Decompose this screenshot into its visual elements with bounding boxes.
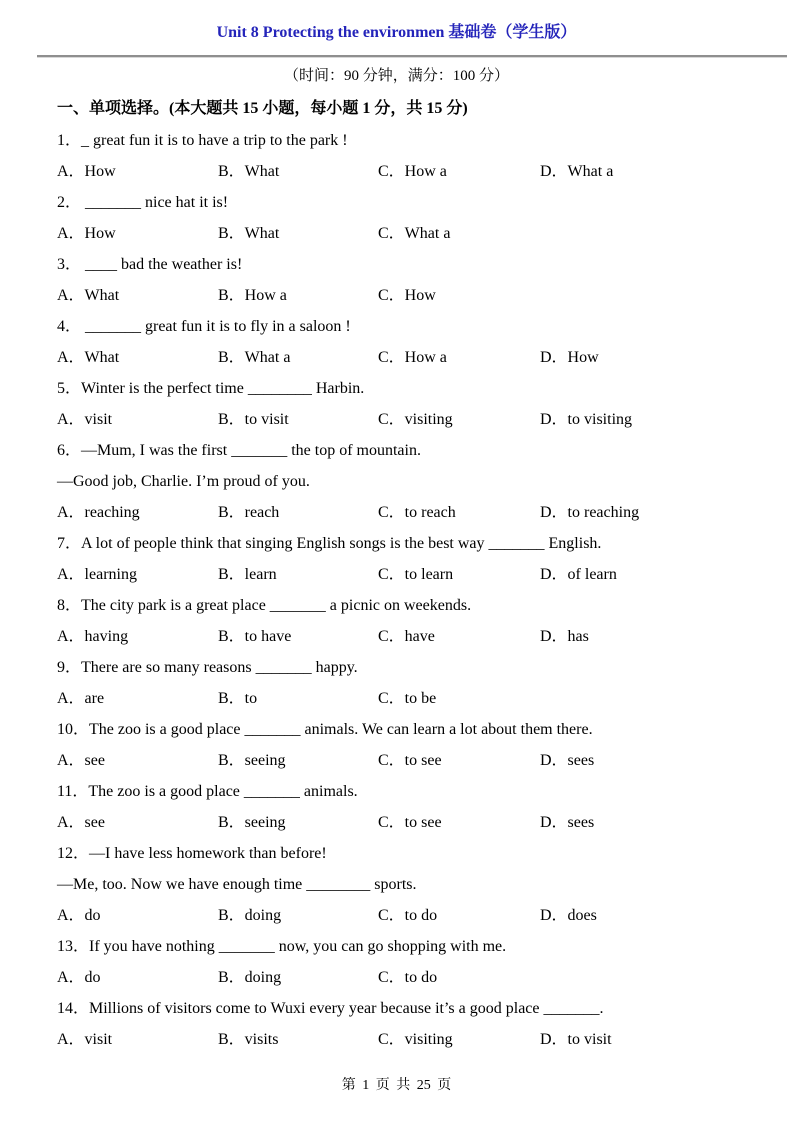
- option: B．seeing: [218, 752, 286, 769]
- option: D．to visiting: [540, 411, 633, 428]
- option: D．to reaching: [540, 504, 640, 521]
- option: C．visiting: [378, 1031, 453, 1048]
- options-row: [57, 559, 773, 590]
- option: B．seeing: [218, 814, 286, 831]
- question-stem: 8．The city park is a great place _______ a picnic on weekends.: [57, 597, 472, 614]
- question-block: [57, 187, 773, 249]
- option: A．How: [57, 225, 116, 242]
- option: A．visit: [57, 1031, 113, 1048]
- option: A．What: [57, 349, 120, 366]
- option: B．to have: [218, 628, 292, 645]
- question-stem: 10．The zoo is a good place _______ animals. We can learn a lot about them there.: [57, 721, 593, 738]
- option: D．has: [540, 628, 589, 645]
- question-stem: —Me, too. Now we have enough time ________ sports.: [57, 876, 417, 893]
- option: A．see: [57, 752, 105, 769]
- options-row: [57, 156, 773, 187]
- header-divider: [37, 55, 787, 58]
- question-stem: 2． _______ nice hat it is!: [57, 194, 229, 211]
- questions: [57, 125, 773, 1055]
- question-block: [57, 249, 773, 311]
- option: D．to visit: [540, 1031, 612, 1048]
- options-row: [57, 621, 773, 652]
- option: B．to visit: [218, 411, 289, 428]
- question-block: [57, 125, 773, 187]
- option: B．to: [218, 690, 258, 707]
- option: B．What: [218, 225, 280, 242]
- option: A．are: [57, 690, 105, 707]
- options-row: [57, 807, 773, 838]
- options-row: [57, 280, 773, 311]
- question-block: [57, 435, 773, 528]
- option: A．see: [57, 814, 105, 831]
- options-row: [57, 900, 773, 931]
- option: C．to be: [378, 690, 437, 707]
- option: B．doing: [218, 969, 282, 986]
- option: B．How a: [218, 287, 287, 304]
- options-row: [57, 1024, 773, 1055]
- question-block: [57, 776, 773, 838]
- option: A．do: [57, 969, 101, 986]
- option: D．How: [540, 349, 599, 366]
- question-stem: 5．Winter is the perfect time ________ Harbin.: [57, 380, 365, 397]
- option: D．What a: [540, 163, 614, 180]
- option: A．How: [57, 163, 116, 180]
- option: C．to learn: [378, 566, 454, 583]
- option: B．reach: [218, 504, 280, 521]
- option: C．to do: [378, 907, 438, 924]
- question-stem: 3． ____ bad the weather is!: [57, 256, 243, 273]
- question-stem: 4． _______ great fun it is to fly in a saloon !: [57, 318, 351, 335]
- question-stem: 14．Millions of visitors come to Wuxi every year because it’s a good place _______.: [57, 1000, 604, 1017]
- option: C．to do: [378, 969, 438, 986]
- time-score-line: （时间：90 分钟，满分：100 分）: [283, 68, 509, 84]
- option: C．have: [378, 628, 435, 645]
- options-row: [57, 683, 773, 714]
- option: C．to see: [378, 814, 442, 831]
- option: C．How a: [378, 163, 447, 180]
- options-row: [57, 745, 773, 776]
- question-block: [57, 590, 773, 652]
- question-block: [57, 714, 773, 776]
- options-row: [57, 962, 773, 993]
- options-row: [57, 342, 773, 373]
- option: A．do: [57, 907, 101, 924]
- option: A．learning: [57, 566, 137, 583]
- options-row: [57, 218, 773, 249]
- question-block: [57, 373, 773, 435]
- options-row: [57, 497, 773, 528]
- question-stem: 6．—Mum, I was the first _______ the top of mountain.: [57, 442, 421, 459]
- option: C．visiting: [378, 411, 453, 428]
- question-block: [57, 931, 773, 993]
- question-stem: 9．There are so many reasons _______ happy.: [57, 659, 358, 676]
- question-stem: 7．A lot of people think that singing English songs is the best way _______ English.: [57, 535, 602, 552]
- option: A．visit: [57, 411, 113, 428]
- exam-title: Unit 8 Protecting the environmen 基础卷（学生版）: [216, 24, 577, 41]
- page-footer: 第 1 页 共 25 页: [341, 1078, 452, 1093]
- question-stem: 12．—I have less homework than before!: [57, 845, 327, 862]
- option: B．visits: [218, 1031, 279, 1048]
- question-block: [57, 652, 773, 714]
- option: C．How: [378, 287, 436, 304]
- option: B．learn: [218, 566, 277, 583]
- question-stem: 1．_ great fun it is to have a trip to the park !: [57, 132, 348, 149]
- option: D．sees: [540, 752, 595, 769]
- option: D．of learn: [540, 566, 617, 583]
- option: B．What: [218, 163, 280, 180]
- option: B．doing: [218, 907, 282, 924]
- option: A．What: [57, 287, 120, 304]
- question-stem: 11．The zoo is a good place _______ animals.: [57, 783, 358, 800]
- question-stem: —Good job, Charlie. I’m proud of you.: [57, 473, 310, 490]
- options-row: [57, 404, 773, 435]
- option: C．to reach: [378, 504, 456, 521]
- option: A．reaching: [57, 504, 140, 521]
- question-block: [57, 528, 773, 590]
- option: D．sees: [540, 814, 595, 831]
- option: C．What a: [378, 225, 451, 242]
- question-block: [57, 838, 773, 931]
- question-stem: 13．If you have nothing _______ now, you can go shopping with me.: [57, 938, 507, 955]
- option: D．does: [540, 907, 597, 924]
- option: C．How a: [378, 349, 447, 366]
- option: C．to see: [378, 752, 442, 769]
- option: B．What a: [218, 349, 291, 366]
- option: A．having: [57, 628, 129, 645]
- question-block: [57, 311, 773, 373]
- section-heading: 一、单项选择。(本大题共 15 小题，每小题 1 分，共 15 分): [57, 100, 468, 117]
- question-block: [57, 993, 773, 1055]
